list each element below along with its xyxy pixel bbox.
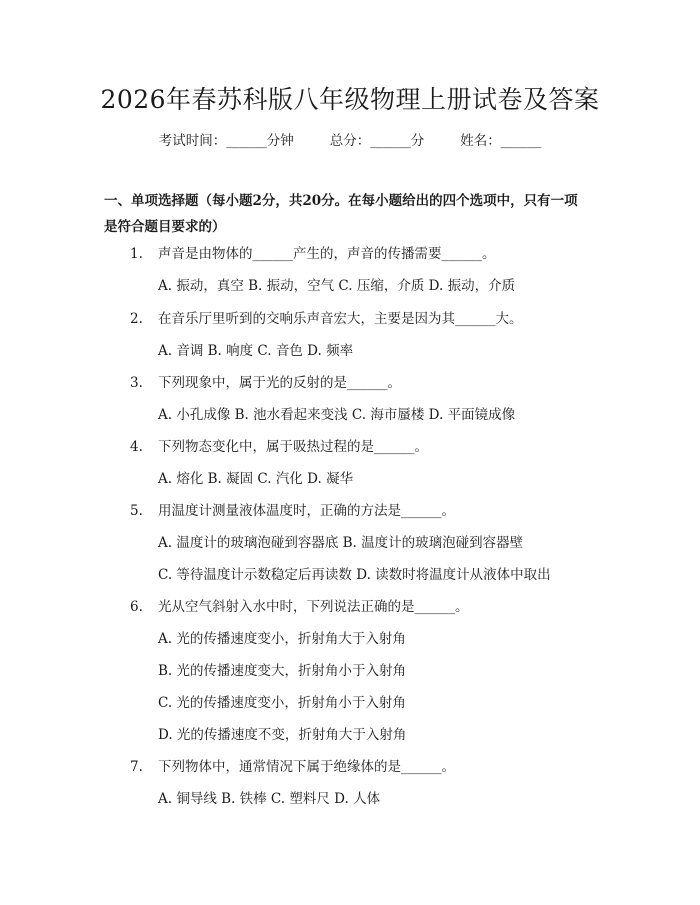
exam-time-field: 考试时间：______分钟 <box>158 133 294 149</box>
question-5-options-row-2: C. 等待温度计示数稳定后再读数 D. 读数时将温度计从液体中取出 <box>158 567 551 583</box>
question-number: 2. <box>130 311 143 327</box>
question-number: 5. <box>130 503 143 519</box>
question-text: 下列物态变化中，属于吸热过程的是______。 <box>158 439 428 455</box>
question-4-options: A. 熔化 B. 凝固 C. 汽化 D. 凝华 <box>158 471 354 487</box>
question-number: 4. <box>130 439 143 455</box>
question-6-option-c: C. 光的传播速度变小，折射角小于入射角 <box>158 695 406 711</box>
question-number: 1. <box>130 246 143 262</box>
question-text: 光从空气斜射入水中时，下列说法正确的是______。 <box>158 599 469 615</box>
question-2 <box>130 309 610 329</box>
question-5-options-row-1: A. 温度计的玻璃泡碰到容器底 B. 温度计的玻璃泡碰到容器壁 <box>158 535 524 551</box>
question-7 <box>130 757 610 777</box>
question-6 <box>130 597 610 617</box>
question-6-option-d: D. 光的传播速度不变，折射角大于入射角 <box>158 727 407 743</box>
page-title: 2026年春苏科版八年级物理上册试卷及答案 <box>100 85 600 114</box>
question-1-options: A. 振动，真空 B. 振动，空气 C. 压缩，介质 D. 振动，介质 <box>158 278 516 294</box>
question-text: 下列物体中，通常情况下属于绝缘体的是______。 <box>158 759 455 775</box>
question-text: 用温度计测量液体温度时，正确的方法是______。 <box>158 503 455 519</box>
question-3-options: A. 小孔成像 B. 池水看起来变浅 C. 海市蜃楼 D. 平面镜成像 <box>158 407 516 423</box>
total-score-field: 总分：______分 <box>329 133 425 149</box>
question-2-options: A. 音调 B. 响度 C. 音色 D. 频率 <box>158 343 354 359</box>
student-name-field: 姓名：______ <box>460 133 542 149</box>
section-heading-line-1: 一、单项选择题（每小题2分，共20分。在每小题给出的四个选项中，只有一项 <box>104 193 578 209</box>
question-text: 在音乐厅里听到的交响乐声音宏大，主要是因为其______大。 <box>158 311 523 327</box>
question-6-option-b: B. 光的传播速度变大，折射角小于入射角 <box>158 663 407 679</box>
question-text: 声音是由物体的______产生的，声音的传播需要______。 <box>158 246 496 262</box>
question-6-option-a: A. 光的传播速度变小，折射角大于入射角 <box>158 631 406 647</box>
section-heading <box>104 188 600 240</box>
question-3 <box>130 373 610 393</box>
exam-meta-line <box>0 131 700 151</box>
question-1 <box>130 244 610 264</box>
question-7-options: A. 铜导线 B. 铁棒 C. 塑料尺 D. 人体 <box>158 791 381 807</box>
question-number: 6. <box>130 599 143 615</box>
section-heading-line-2: 是符合题目要求的） <box>104 219 226 235</box>
question-text: 下列现象中，属于光的反射的是______。 <box>158 375 401 391</box>
question-number: 3. <box>130 375 143 391</box>
question-5 <box>130 501 610 521</box>
question-number: 7. <box>130 759 143 775</box>
question-4 <box>130 437 610 457</box>
